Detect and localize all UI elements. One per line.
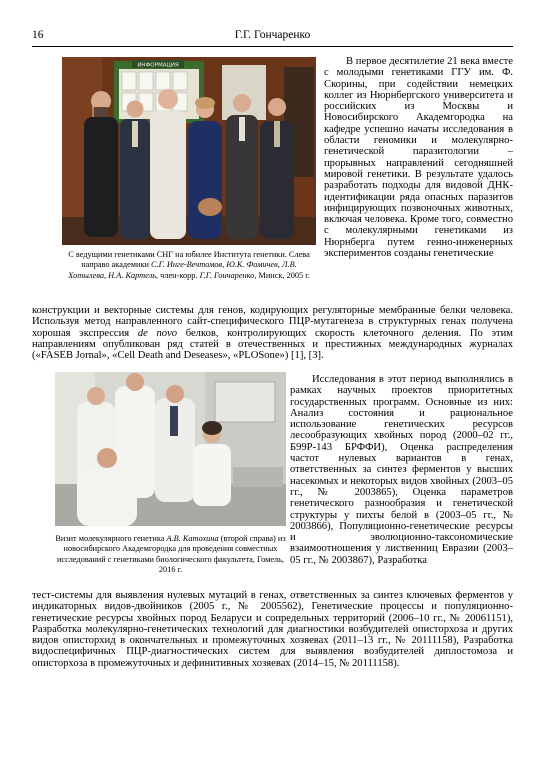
lab-photo-2016 <box>55 372 286 526</box>
notice-board-sign: ИНФОРМАЦИЯ <box>137 62 179 69</box>
page-header <box>32 29 513 45</box>
group-photo-2005 <box>62 57 316 245</box>
figure2-caption: Визит молекулярного генетика А.В. Катохина (второй справа) из новосибирского Академгородка для проведения совместных исследований с генетиками биологического факультета, Гомель, 2016 г. <box>55 534 286 575</box>
page-number: 16 <box>32 29 44 41</box>
paragraph-2-right-column: Исследования в этот период выполнялись в рамках научных проектов приоритетных государственных программ. Основные из них: Анализ состояния и рациональное использование генетических ресурсов лесообразующих хвойных пород (2000–02 гг., Б99Р-143 БРФФИ), Оценка распределения частот нулевых вариантов в генах, ответственных за синтез ферментов у высших насекомых и некоторых видов хвойных (2003–05 гг., № 2003865), Оценка параметров генетического разнообразия и генетической структуры у пихты белой в (2003–05 гг., № 2003866), Популяционно-генетические ресурсы и эволюционно-таксономические взаимоотношения у лиственниц Евразии (2003–05 гг., № 2003867), Разработка <box>290 374 513 566</box>
running-author: Г.Г. Гончаренко <box>234 29 311 41</box>
figure1-caption: С ведущими генетиками СНГ на юбилее Института генетики. Слева направо академики С.Г. Инге-Вечтомов, Ю.К. Фомичев, Л.В. Хотылева, Н.А. Картель, член-корр. Г.Г. Гончаренко, Минск, 2005 г. <box>68 250 310 280</box>
paragraph-1-full-width: конструкции и векторные системы для генов, кодирующих регуляторные мембранные белки человека. Используя метод направленного сайт-специфического ПЦР-мутагенеза в структурных генах получена хорошая экспрессия de novo белков, контролирующих скорость клеточного деления. По этим направлениям опубликован ряд статей в отечественных и престижных международных журналах («FASEB Jornal», «Cell Death and Deseases», «PLOSone») [1], [3]. <box>32 305 513 362</box>
paragraph-2-full-width: тест-системы для выявления нулевых мутаций в генах, ответственных за синтез ключевых ферментов у индикаторных видов-двойников (2005 г., № 2005562), Генетические процессы и популяционно-генетические ресурсы хвойных пород Беларуси и сопредельных территорий (2006–10 гг., № 20061151), Разработка молекулярно-генетических технологий для диагностики возбудителей описторхоза и других видов описторхид в окончательных и промежуточных хозяевах (2011–13 гг., № 20111158), Разработка видоспецифичных ПЦР-диагностических систем для выявления возбудителей диплостомоза и описторхоза в промежуточных и дефинитивных хозяевах (2014–15, № 20111158). <box>32 590 513 669</box>
header-rule <box>32 46 513 47</box>
paragraph-1-right-column: В первое десятилетие 21 века вместе с молодыми генетиками ГГУ им. Ф. Скорины, при содействии немецких коллег из Нюрнбергского университета и российских из Москвы и Новосибирского Академгородка на кафедре успешно начаты исследования в области геномики и молекулярно-генетической паразитологии – прорывных направлений сегодняшней мировой генетики. В результате удалось разработать подходы для видовой ДНК-идентификации ряда опасных паразитов инфицирующих позвоночных животных, включая человека. Кроме того, совместно с молекулярными генетиками из Нюрнберга путем генно-инженерных экспериментов созданы генетические <box>324 56 513 260</box>
